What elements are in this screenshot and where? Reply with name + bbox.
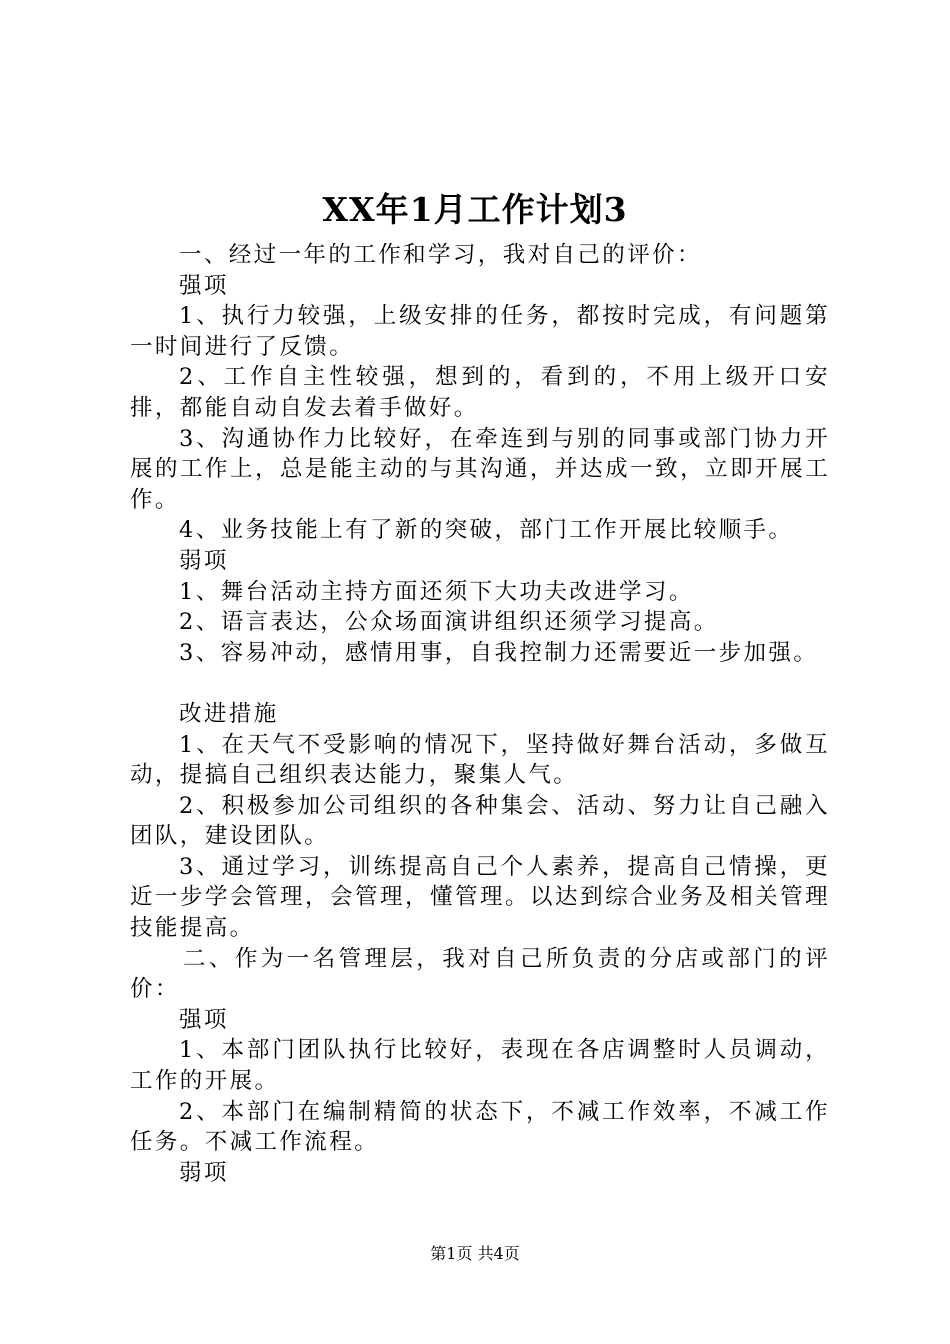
page-footer: 第1页 共4页 <box>430 1244 520 1263</box>
paragraph-strength-3: 3、沟通协作力比较好，在牵连到与别的同事或部门协力开展的工作上，总是能主动的与其沟通，并达成一致，立即开展工作。 <box>130 425 830 513</box>
document-title: XX年1月工作计划3 <box>322 190 628 229</box>
paragraph-improvement-3: 3、通过学习，训练提高自己个人素养，提高自己情操，更近一步学会管理，会管理，懂管理。以达到综合业务及相关管理技能提高。 <box>130 853 830 942</box>
subheading-dept-strengths: 强项 <box>179 1006 229 1033</box>
section-heading-department-evaluation: 二、作为一名管理层，我对自己所负责的分店或部门的评价： <box>130 945 830 1003</box>
subheading-improvements: 改进措施 <box>179 700 279 727</box>
paragraph-weakness-2: 2、语言表达，公众场面演讲组织还须学习提高。 <box>179 609 719 636</box>
subheading-strengths: 强项 <box>179 272 229 299</box>
section-heading-self-evaluation: 一、经过一年的工作和学习，我对自己的评价： <box>179 242 702 268</box>
subheading-weaknesses: 弱项 <box>179 547 229 574</box>
paragraph-dept-strength-2: 2、本部门在编制精简的状态下，不减工作效率，不减工作任务。不减工作流程。 <box>130 1098 830 1156</box>
paragraph-strength-4: 4、业务技能上有了新的突破，部门工作开展比较顺手。 <box>179 517 794 544</box>
paragraph-weakness-3: 3、容易冲动，感情用事，自我控制力还需要近一步加强。 <box>179 639 819 666</box>
paragraph-strength-2: 2、工作自主性较强，想到的，看到的，不用上级开口安排，都能自动自发去着手做好。 <box>130 364 830 421</box>
paragraph-weakness-1: 1、舞台活动主持方面还须下大功夫改进学习。 <box>179 578 694 605</box>
paragraph-dept-strength-1: 1、本部门团队执行比较好，表现在各店调整时人员调动，工作的开展。 <box>130 1037 830 1095</box>
blank-line <box>130 668 830 699</box>
paragraph-improvement-2: 2、积极参加公司组织的各种集会、活动、努力让自己融入团队，建设团队。 <box>130 792 830 850</box>
paragraph-strength-1: 1、执行力较强，上级安排的任务，都按时完成，有问题第一时间进行了反馈。 <box>130 303 830 360</box>
document-body <box>130 240 830 1188</box>
paragraph-improvement-1: 1、在天气不受影响的情况下，坚持做好舞台活动，多做互动，提搞自己组织表达能力，聚集人气。 <box>130 731 830 789</box>
subheading-dept-weaknesses: 弱项 <box>179 1159 229 1186</box>
